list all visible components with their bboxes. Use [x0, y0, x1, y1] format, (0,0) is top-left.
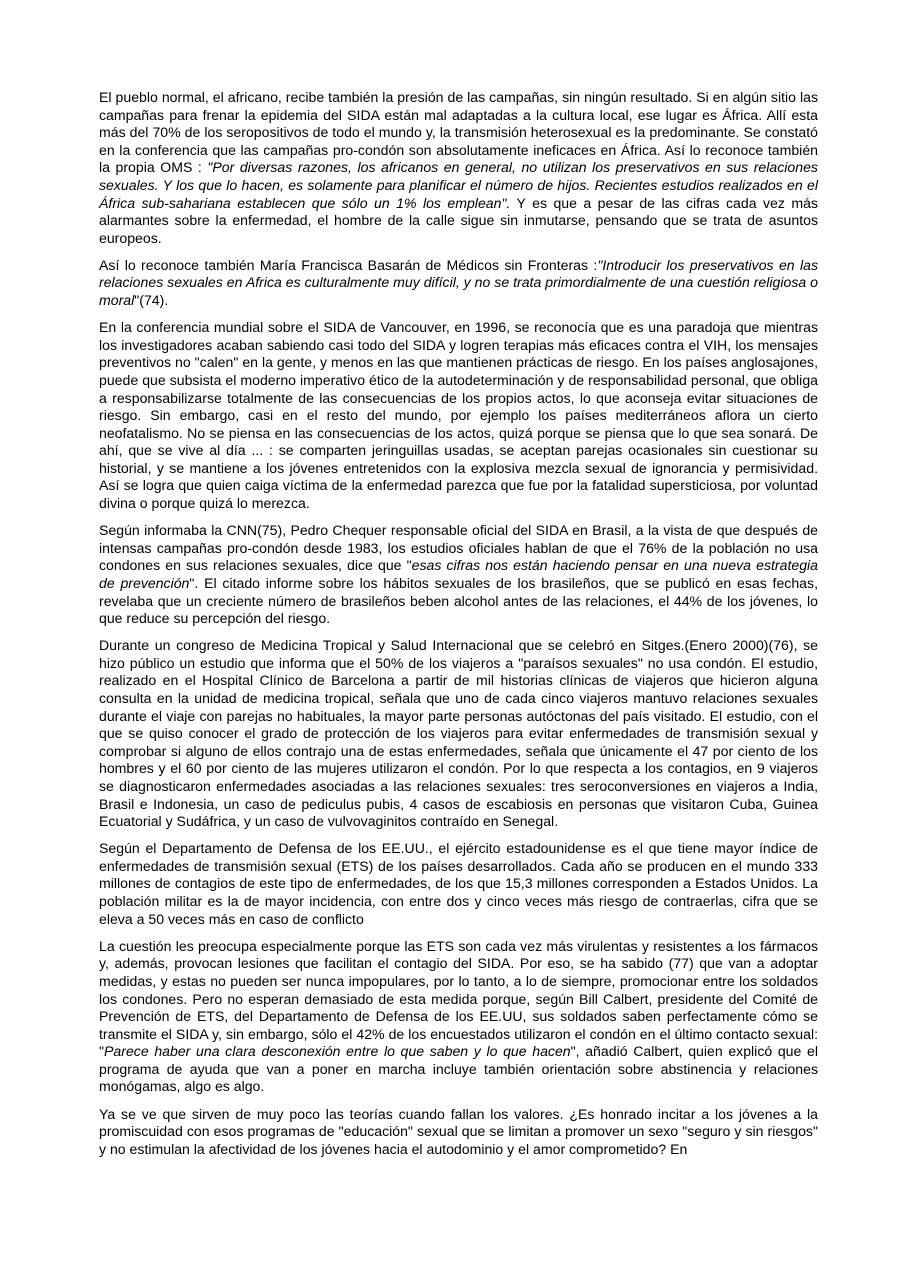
paragraph-8	[99, 1106, 818, 1159]
paragraph-text: ". El citado informe sobre los hábitos sexuales de los brasileños, que se publicó en esas fechas, revelaba que un creciente número de brasileños beben alcohol antes de las relaciones, el 44% de los jóvenes, lo que reduce su percepción del riesgo.	[99, 574, 818, 627]
paragraph-4	[99, 522, 818, 628]
quote-text: "Por diversas razones, los africanos en general, no utilizan los preservativos en sus relaciones sexuales. Y los que lo hacen, es solamente para planificar el número de hijos. Recientes estudios realizados en el África sub-sahariana establecen que sólo un 1% los emplean".	[99, 159, 818, 211]
quote-text: "Introducir los preservativos en las relaciones sexuales en Africa es culturalmente muy difícil, y no se trata primordialmente de una cuestión religiosa o moral	[99, 256, 818, 309]
paragraph-1	[99, 89, 818, 247]
paragraph-2	[99, 257, 818, 310]
paragraph-text: Y es que a pesar de las cifras cada vez más alarmantes sobre la enfermedad, el hombre de la calle sigue sin inmutarse, pensando que se trata de asuntos europeos.	[99, 194, 818, 246]
paragraph-text: Durante un congreso de Medicina Tropical y Salud Internacional que se celebró en Sitges.(Enero 2000)(76), se hizo público un estudio que informa que el 50% de los viajeros a "paraísos sexuales" no usa condón. El estudio, realizado en el Hospital Clínico de Barcelona a partir de mil historias clínicas de viajeros que hicieron alguna consulta en la unidad de medicina tropical, señala que uno de cada cinco viajeros mantuvo relaciones sexuales durante el viaje con parejas no habituales, la mayor parte personas autóctonas del país visitado. El estudio, con el que se quiso conocer el grado de protección de los viajeros para evitar enfermedades de transmisión sexual y comprobar si alguno de ellos contrajo una de estas enfermedades, señala que únicamente el 47 por ciento de los hombres y el 60 por ciento de las mujeres utilizaron el condón. Por lo que respecta a los contagios, en 9 viajeros se diagnosticaron enfermedades asociadas a las relaciones sexuales: tres seroconversiones en viajeros a India, Brasil e Indonesia, un caso de pediculus pubis, 4 casos de escabiosis en personas que visitaron Cuba, Guinea Ecuatorial y Sudáfrica, y un caso de vulvovaginitos contraído en Senegal.	[99, 637, 818, 830]
paragraph-text: La cuestión les preocupa especialmente porque las ETS son cada vez más virulentas y resistentes a los fármacos y, además, provocan lesiones que facilitan el contagio del SIDA. Por eso, se ha sabido (77) que van a adoptar medidas, y estas no pueden ser nunca impopulares, por lo tanto, a lo de siempre, promocionar entre los soldados los condones. Pero no esperan demasiado de esta medida porque, según Bill Calbert, presidente del Comité de Prevención de ETS, del Departamento de Defensa de los EE.UU, sus soldados saben perfectamente cómo se transmite el SIDA y, sin embargo, sólo el 42% de los encuestados utilizaron el condón en el último contacto sexual: "	[99, 937, 818, 1060]
quote-text: esas cifras nos están haciendo pensar en una nueva estrategia de prevención	[99, 557, 819, 591]
paragraph-text: Según el Departamento de Defensa de los EE.UU., el ejército estadounidense es el que tiene mayor índice de enfermedades de transmisión sexual (ETS) de los países desarrollados. Cada año se producen en el mundo 333 millones de contagios de este tipo de enfermedades, de los que 15,3 millones corresponden a Estados Unidos. La población militar es la de mayor incidencia, con entre dos y cinco veces más riesgo de contraerlas, cifra que se eleva a 50 veces más en caso de conflicto	[99, 840, 818, 927]
paragraph-text: Así lo reconoce también María Francisca Basarán de Médicos sin Fronteras :	[99, 256, 598, 273]
paragraph-text: "(74).	[134, 292, 169, 309]
document-page	[99, 89, 818, 1168]
paragraph-7	[99, 938, 818, 1096]
paragraph-text: El pueblo normal, el africano, recibe también la presión de las campañas, sin ningún resultado. Si en algún sitio las campañas para frenar la epidemia del SIDA están mal adaptadas a la cultura local, ese lugar es África. Allí esta más del 70% de los seropositivos de todo el mundo y, la transmisión heterosexual es la predominante. Se constató en la conferencia que las campañas pro-condón son absolutamente ineficaces en África. Así lo reconoce también la propia OMS :	[99, 89, 818, 176]
paragraph-text: En la conferencia mundial sobre el SIDA de Vancouver, en 1996, se reconocía que es una paradoja que mientras los investigadores acaban sabiendo casi todo del SIDA y logren terapias más eficaces contra el VIH, los mensajes preventivos no "calen" en la gente, y menos en las que mantienen prácticas de riesgo. En los países anglosajones, puede que subsista el moderno imperativo ético de la autodeterminación y de responsabilidad personal, que obliga a responsabilizarse totalmente de las consecuencias de los propios actos, lo que aconseja evitar situaciones de riesgo. Sin embargo, casi en el resto del mundo, por ejemplo los países mediterráneos aflora un cierto neofatalismo. No se piensa en las consecuencias de los actos, quizá porque se piensa que lo que sea sonará. De ahí, que se vive al día ... : se comparten jeringuillas usadas, se aceptan parejas ocasionales sin cuestionar su historial, y se mantiene a los jóvenes entretenidos con la explosiva mezcla sexual de ignorancia y permisividad. Así se logra que quien caiga víctima de la enfermedad parezca que fue por la fatalidad supersticiosa, por voluntad divina o porque quizá lo merezca.	[99, 319, 818, 512]
paragraph-text: Ya se ve que sirven de muy poco las teorías cuando fallan los valores. ¿Es honrado incitar a los jóvenes a la promiscuidad con esos programas de "educación" sexual que se limitan a promover un sexo "seguro y sin riesgos" y no estimulan la afectividad de los jóvenes hacia el autodominio y el amor comprometido? En	[99, 1105, 818, 1157]
paragraph-text: ", añadió Calbert, quien explicó que el programa de ayuda que van a poner en marcha incluye también orientación sobre abstinencia y relaciones monógamas, algo es algo.	[99, 1043, 818, 1095]
quote-text: Parece haber una clara desconexión entre lo que saben y lo que hacen	[104, 1043, 571, 1060]
paragraph-text: Según informaba la CNN(75), Pedro Chequer responsable oficial del SIDA en Brasil, a la vista de que después de intensas campañas pro-condón desde 1983, los estudios oficiales hablan de que el 76% de la población no usa condones en sus relaciones sexuales, dice que "	[99, 522, 818, 574]
paragraph-6	[99, 840, 818, 928]
paragraph-5	[99, 637, 818, 831]
paragraph-3	[99, 319, 818, 513]
